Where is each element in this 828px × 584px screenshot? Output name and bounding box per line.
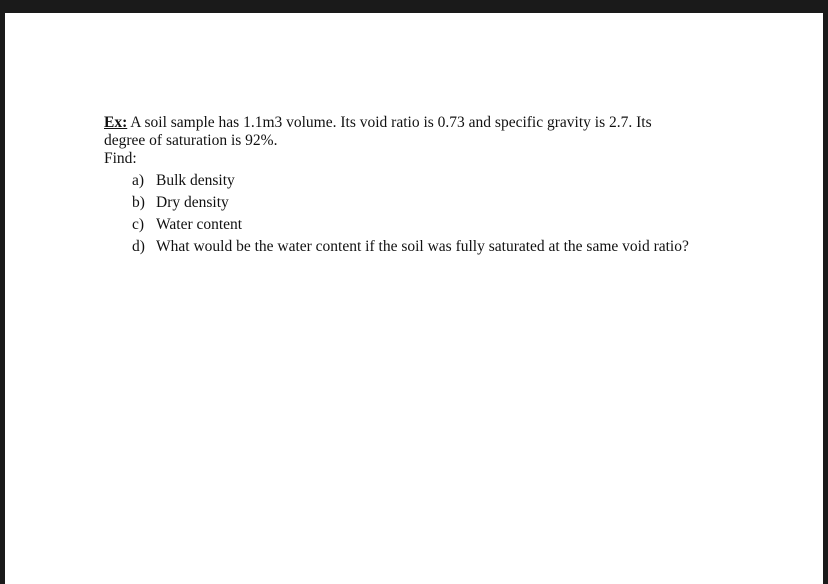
question-item-c: [104, 214, 744, 236]
question-item-d: [104, 236, 744, 258]
find-label: Find:: [104, 150, 137, 167]
problem-text-block: [104, 114, 744, 258]
problem-statement-text: A soil sample has 1.1m3 volume. Its void ratio is 0.73 and specific gravity is 2.7. Its: [127, 114, 652, 131]
item-text: Bulk density: [156, 172, 235, 189]
item-text: What would be the water content if the soil was fully saturated at the same void ratio?: [156, 238, 689, 255]
item-text: Water content: [156, 216, 243, 233]
window-top-bar: [0, 0, 828, 13]
item-text: Dry density: [156, 194, 229, 211]
question-list: [104, 170, 744, 258]
item-marker: a): [132, 172, 145, 189]
problem-statement-line-2: degree of saturation is 92%.: [104, 132, 278, 149]
example-label: Ex:: [104, 114, 128, 131]
question-item-b: [104, 192, 744, 214]
item-marker: c): [132, 216, 145, 233]
question-item-a: [104, 170, 744, 192]
item-marker: b): [132, 194, 145, 211]
item-marker: d): [132, 238, 145, 255]
document-page: [5, 13, 823, 584]
problem-statement-line-1: [104, 114, 744, 132]
